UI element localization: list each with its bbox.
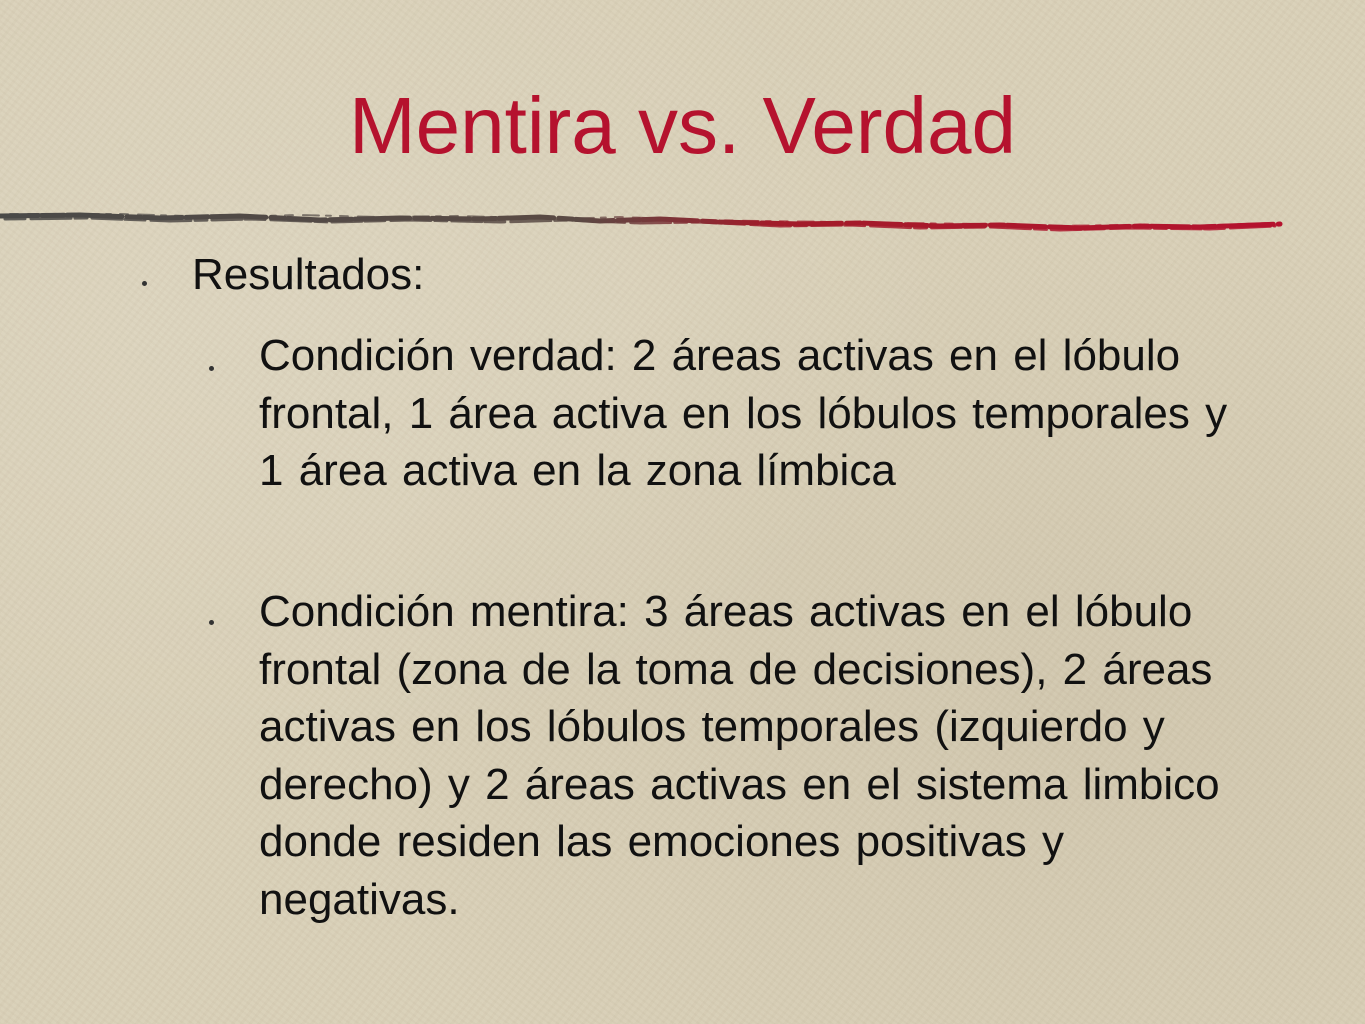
bullet-condicion-mentira: Condición mentira: 3 áreas activas en el lóbulo frontal (zona de la toma de decisiones), 2 áreas activas en los lóbulos temporales (izquierdo y derecho) y 2 áreas activas en el sistema limbico donde residen las emociones positivas y negativas. bbox=[259, 587, 1220, 924]
bullet-condicion-verdad: Condición verdad: 2 áreas activas en el lóbulo frontal, 1 área activa en los lóbulos temporales y 1 área activa en la zona límbica bbox=[259, 331, 1228, 495]
bullet-resultados: Resultados: bbox=[192, 250, 425, 299]
title-divider bbox=[0, 206, 1290, 236]
bullet-dot bbox=[142, 281, 147, 286]
bullet-dot bbox=[209, 366, 214, 371]
slide-title: Mentira vs. Verdad bbox=[349, 81, 1016, 170]
bullet-dot bbox=[209, 620, 214, 625]
